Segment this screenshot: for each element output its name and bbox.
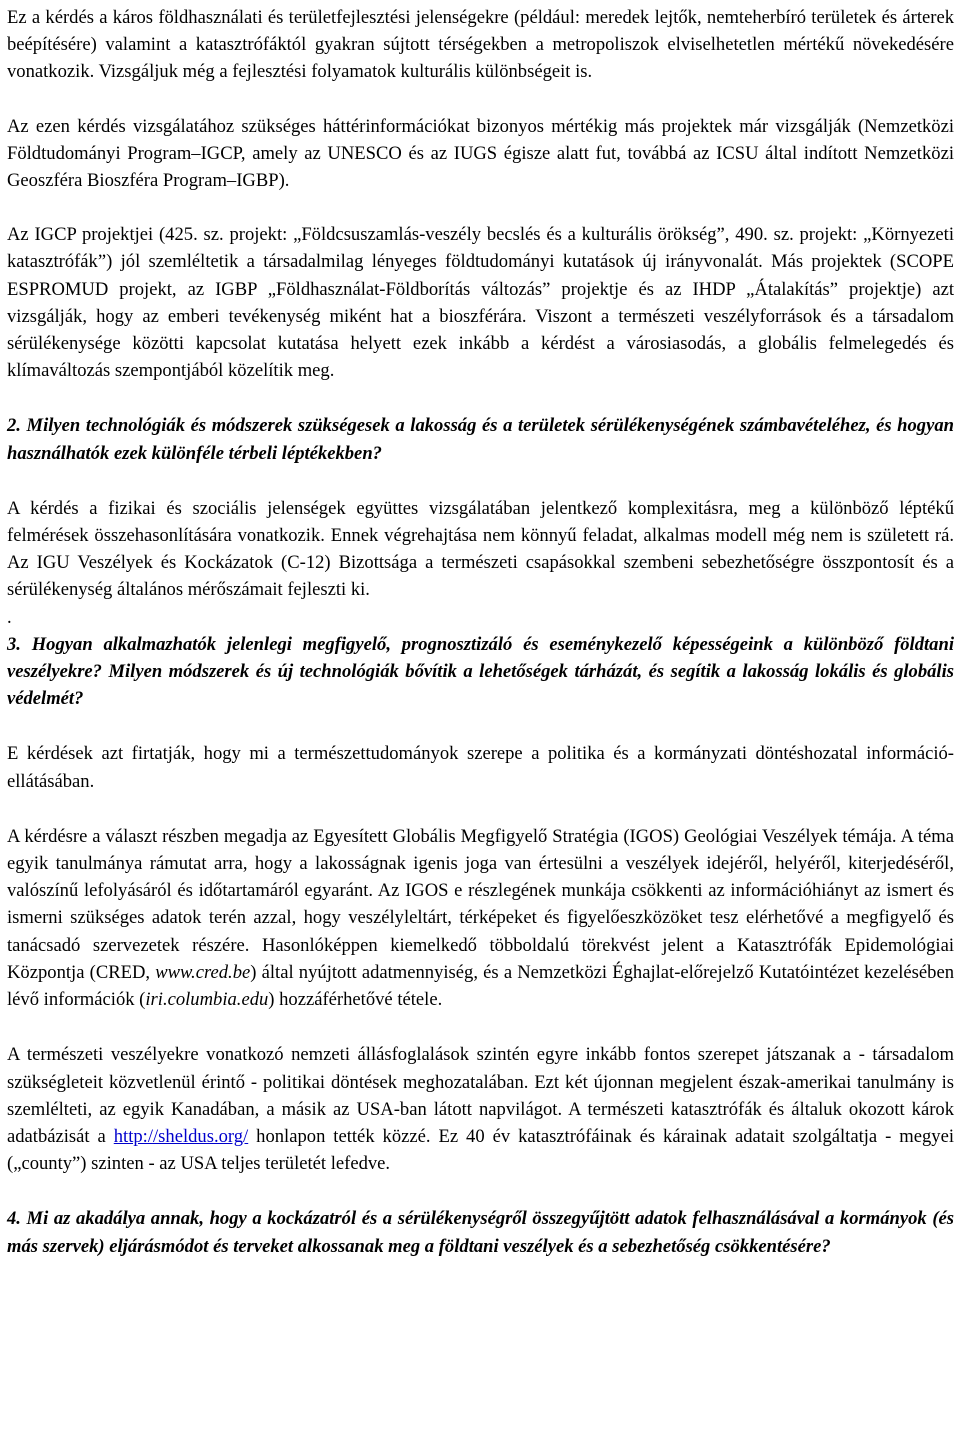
igos-text-1: A kérdésre a választ részben megadja az Egyesített Globális Megfigyelő Stratégia (IGOS) Geológiai Veszélyek témája. A téma egyik tanulmánya rámutat arra, hogy a lakosságnak igenis joga van értesülni a veszélyek idejéről, helyéről, kiterjedéséről, valószínű lefolyásáról és időtartamáról egyaránt. Az IGOS e részlegének munkája csökkenti az információhiányt az ismert és ismerni szükséges adatok terén azzal, hogy veszélyleltárt, térképeket és figyelőeszközöket tesz elérhetővé a megfigyelő és tanácsadó szervezetek részére. Hasonlóképpen kiemelkedő többoldalú törekvést jelent a Katasztrófák Epidemológiai Központja (CRED, [7,825,954,983]
cred-link-text: www.cred.be [155,961,251,983]
paragraph-science-policy: E kérdések azt firtatják, hogy mi a természettudományok szerepe a politika és a kormányzati döntéshozatal információ-ellátásában. [7,743,954,792]
iri-link-text: iri.columbia.edu [145,989,269,1011]
paragraph-igcp-projects: Az IGCP projektjei (425. sz. projekt: „Földcsuszamlás-veszély becslés és a kulturális örökség”, 490. sz. projekt: „Környezeti katasztrófák”) jól szemléltetik a társadalmilag lényeges földtudományi kutatások új irányvonalát. Más projektek (SCOPE ESPROMUD projekt, az IGBP „Földhasználat-Földborítás változás” projektje és az IHDP „Átalakítás” projektje) azt vizsgálják, hogy az emberi tevékenység miként hat a bioszférára. Viszont a természeti veszélyforrások és a társadalom sérülékenysége közötti kapcsolat kutatása helyett ezek inkább a kérdést a városiasodás, a globális felmelegedés és klímaváltozás szempontjából közelítik meg. [7,224,954,382]
national-text-2: honlapon tették közzé. Ez 40 év katasztrófáinak és kárainak adatait szolgáltatja - megyei („county”) szinten - az USA teljes területét lefedve. [7,1125,954,1175]
question-3-heading: 3. Hogyan alkalmazhatók jelenlegi megfigyelő, prognosztizáló és eseménykezelő képességeink a különböző földtani veszélyekre? Milyen módszerek és új technológiák bővítik a lehetőségek tárházát, és segítik a lakosság lokális és globális védelmét? [7,633,954,710]
paragraph-complexity: A kérdés a fizikai és szociális jelenségek együttes vizsgálatában jelentkező komplexitásra, meg a különböző léptékű felmérések összehasonlítására vonatkozik. Ennek végrehajtása nem könnyű feladat, alkalmas modell még nem is született rá. Az IGU Veszélyek és Kockázatok (C-12) Bizottsága a természeti csapásokkal szembeni sebezhetőségre összpontosít és a sérülékenység általános mérőszámait fejleszti ki. [7,497,954,601]
national-text-1: A természeti veszélyekre vonatkozó nemzeti állásfoglalások szintén egyre inkább fontos szerepet játszanak a - társadalom szükségleteit közvetlenül érintő - politikai döntések meghozatalában. Ezt két újonnan megjelent észak-amerikai tanulmány is szemlélteti, az egyik Kanadában, a másik az USA-ban látott napvilágot. A természeti katasztrófák és általuk okozott károk adatbázisát a [7,1044,954,1147]
paragraph-background-projects: Az ezen kérdés vizsgálatához szükséges háttérinformációkat bizonyos mértékig más projektek már vizsgálják (Nemzetközi Földtudományi Program–IGCP, amely az UNESCO és az IUGS égisze alatt fut, továbbá az ICSU által indított Nemzetközi Geoszféra Bioszféra Program–IGBP). [7,115,954,192]
sheldus-link[interactable]: http://sheldus.org/ [113,1125,249,1147]
stray-dot: . [7,606,12,628]
question-2-heading: 2. Milyen technológiák és módszerek szükségesek a lakosság és a területek sérülékenységének számbavételéhez, és hogyan használhatók ezek különféle térbeli léptékekben? [7,415,954,464]
paragraph-national-statements [7,1041,954,1177]
paragraph-igos [7,823,954,1013]
paragraph-land-use: Ez a kérdés a káros földhasználati és területfejlesztési jelenségekre (például: meredek lejtők, nemteherbíró területek és árterek beépítésére) valamint a katasztrófáktól gyakran sújtott térségekben a metropoliszok elviselhetetlen mértékű növekedésére vonatkozik. Vizsgáljuk még a fejlesztési folyamatok kulturális különbségeit is. [7,7,954,83]
question-4-heading: 4. Mi az akadálya annak, hogy a kockázatról és a sérülékenységről összegyűjtött adatok felhasználásával a kormányok (és más szervek) eljárásmódot és terveket alkossanak meg a földtani veszélyek és a sebezhetőség csökkentésére? [7,1208,954,1257]
igos-text-3: ) hozzáférhetővé tétele. [268,989,443,1011]
igos-text-2: ) által nyújtott adatmennyiség, és a Nemzetközi Éghajlat-előrejelző Kutatóintézet kezelésében lévő információk ( [7,961,954,1011]
